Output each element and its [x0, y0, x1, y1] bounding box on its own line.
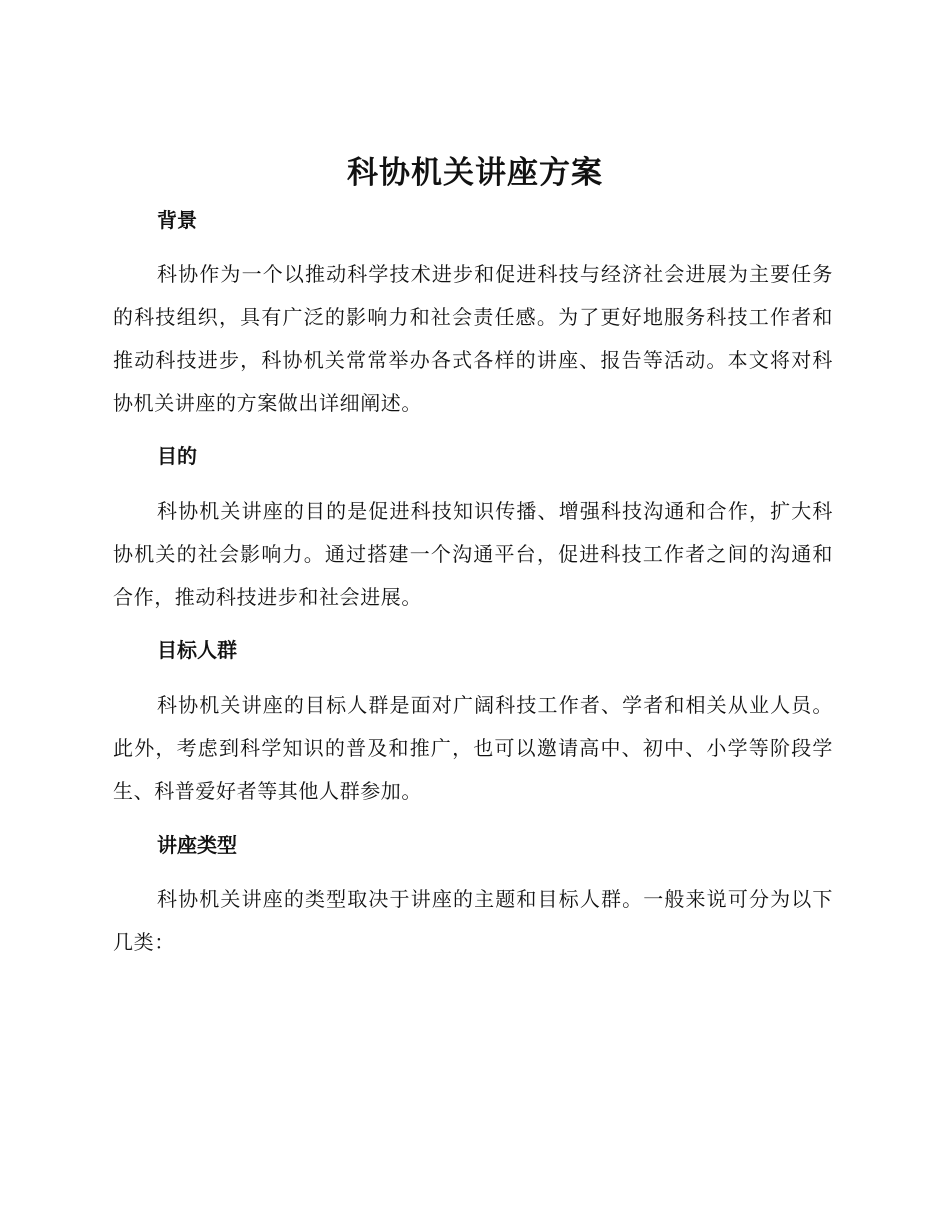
section-body-target-audience: 科协机关讲座的目标人群是面对广阔科技工作者、学者和相关从业人员。此外，考虑到科学知识的普及和推广，也可以邀请高中、初中、小学等阶段学生、科普爱好者等其他人群参加。 — [113, 693, 833, 803]
section-heading-lecture-types: 讲座类型 — [157, 833, 237, 857]
section-heading-background: 背景 — [157, 208, 197, 232]
section-body-purpose: 科协机关讲座的目的是促进科技知识传播、增强科技沟通和合作，扩大科协机关的社会影响力。通过搭建一个沟通平台，促进科技工作者之间的沟通和合作，推动科技进步和社会进展。 — [113, 499, 833, 609]
section-heading-target-audience: 目标人群 — [157, 638, 237, 662]
section-heading-purpose: 目的 — [157, 444, 197, 468]
section-body-background: 科协作为一个以推动科学技术进步和促进科技与经济社会进展为主要任务的科技组织，具有广泛的影响力和社会责任感。为了更好地服务科技工作者和推动科技进步，科协机关常常举办各式各样的讲座、报告等活动。本文将对科协机关讲座的方案做出详细阐述。 — [113, 262, 833, 415]
section-body-lecture-types: 科协机关讲座的类型取决于讲座的主题和目标人群。一般来说可分为以下几类： — [113, 887, 833, 954]
document-title: 科协机关讲座方案 — [347, 155, 603, 191]
